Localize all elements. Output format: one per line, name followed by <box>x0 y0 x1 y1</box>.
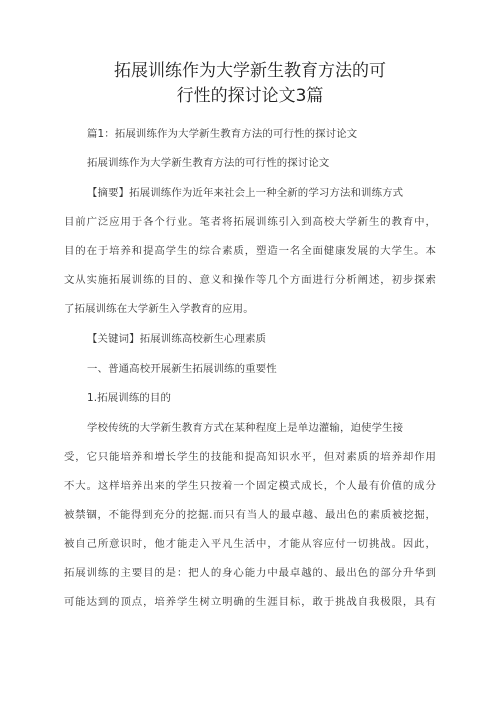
body-line: 受，它只能培养和增长学生的技能和提高知识水平，但对素质的培养却作用 <box>64 451 436 463</box>
body-line: 拓展训练的主要目的是：把人的身心能力中最卓越的、最出色的部分升华到 <box>64 567 436 579</box>
article-subtitle: 拓展训练作为大学新生教育方法的可行性的探讨论文 <box>87 157 330 169</box>
article-heading: 篇1：拓展训练作为大学新生教育方法的可行性的探讨论文 <box>87 128 358 140</box>
doc-title-line-1: 拓展训练作为大学新生教育方法的可 <box>114 61 386 81</box>
abstract-line: 文从实施拓展训练的目的、意义和操作等几个方面进行分析阐述，初步探索 <box>64 274 436 286</box>
body-line: 不大。这样培养出来的学生只按着一个固定模式成长，个人最有价值的成分 <box>64 480 436 492</box>
keywords-line: 【关键词】拓展训练高校新生心理素质 <box>87 333 267 345</box>
body-line: 可能达到的顶点，培养学生树立明确的生涯目标，敢于挑战自我极限，具有 <box>64 596 436 608</box>
abstract-line: 目前广泛应用于各个行业。笔者将拓展训练引入到高校大学新生的教育中， <box>64 216 436 228</box>
abstract-line: 【摘要】拓展训练作为近年来社会上一种全新的学习方法和训练方式 <box>87 187 404 199</box>
body-line: 学校传统的大学新生教育方式在某种程度上是单边灌输，迫使学生接 <box>87 422 404 434</box>
section-heading: 一、普通高校开展新生拓展训练的重要性 <box>87 363 277 375</box>
body-line: 被自己所意识时，他才能走入平凡生活中，才能从容应付一切挑战。因此， <box>64 538 436 550</box>
body-line: 被禁锢，不能得到充分的挖掘.而只有当人的最卓越、最出色的素质被挖掘， <box>64 509 436 521</box>
subsection-heading: 1.拓展训练的目的 <box>87 392 171 404</box>
doc-title-line-2: 行性的探讨论文3篇 <box>176 86 324 106</box>
abstract-line: 了拓展训练在大学新生入学教育的应用。 <box>64 303 254 315</box>
abstract-line: 目的在于培养和提高学生的综合素质，塑造一名全面健康发展的大学生。本 <box>64 245 436 257</box>
